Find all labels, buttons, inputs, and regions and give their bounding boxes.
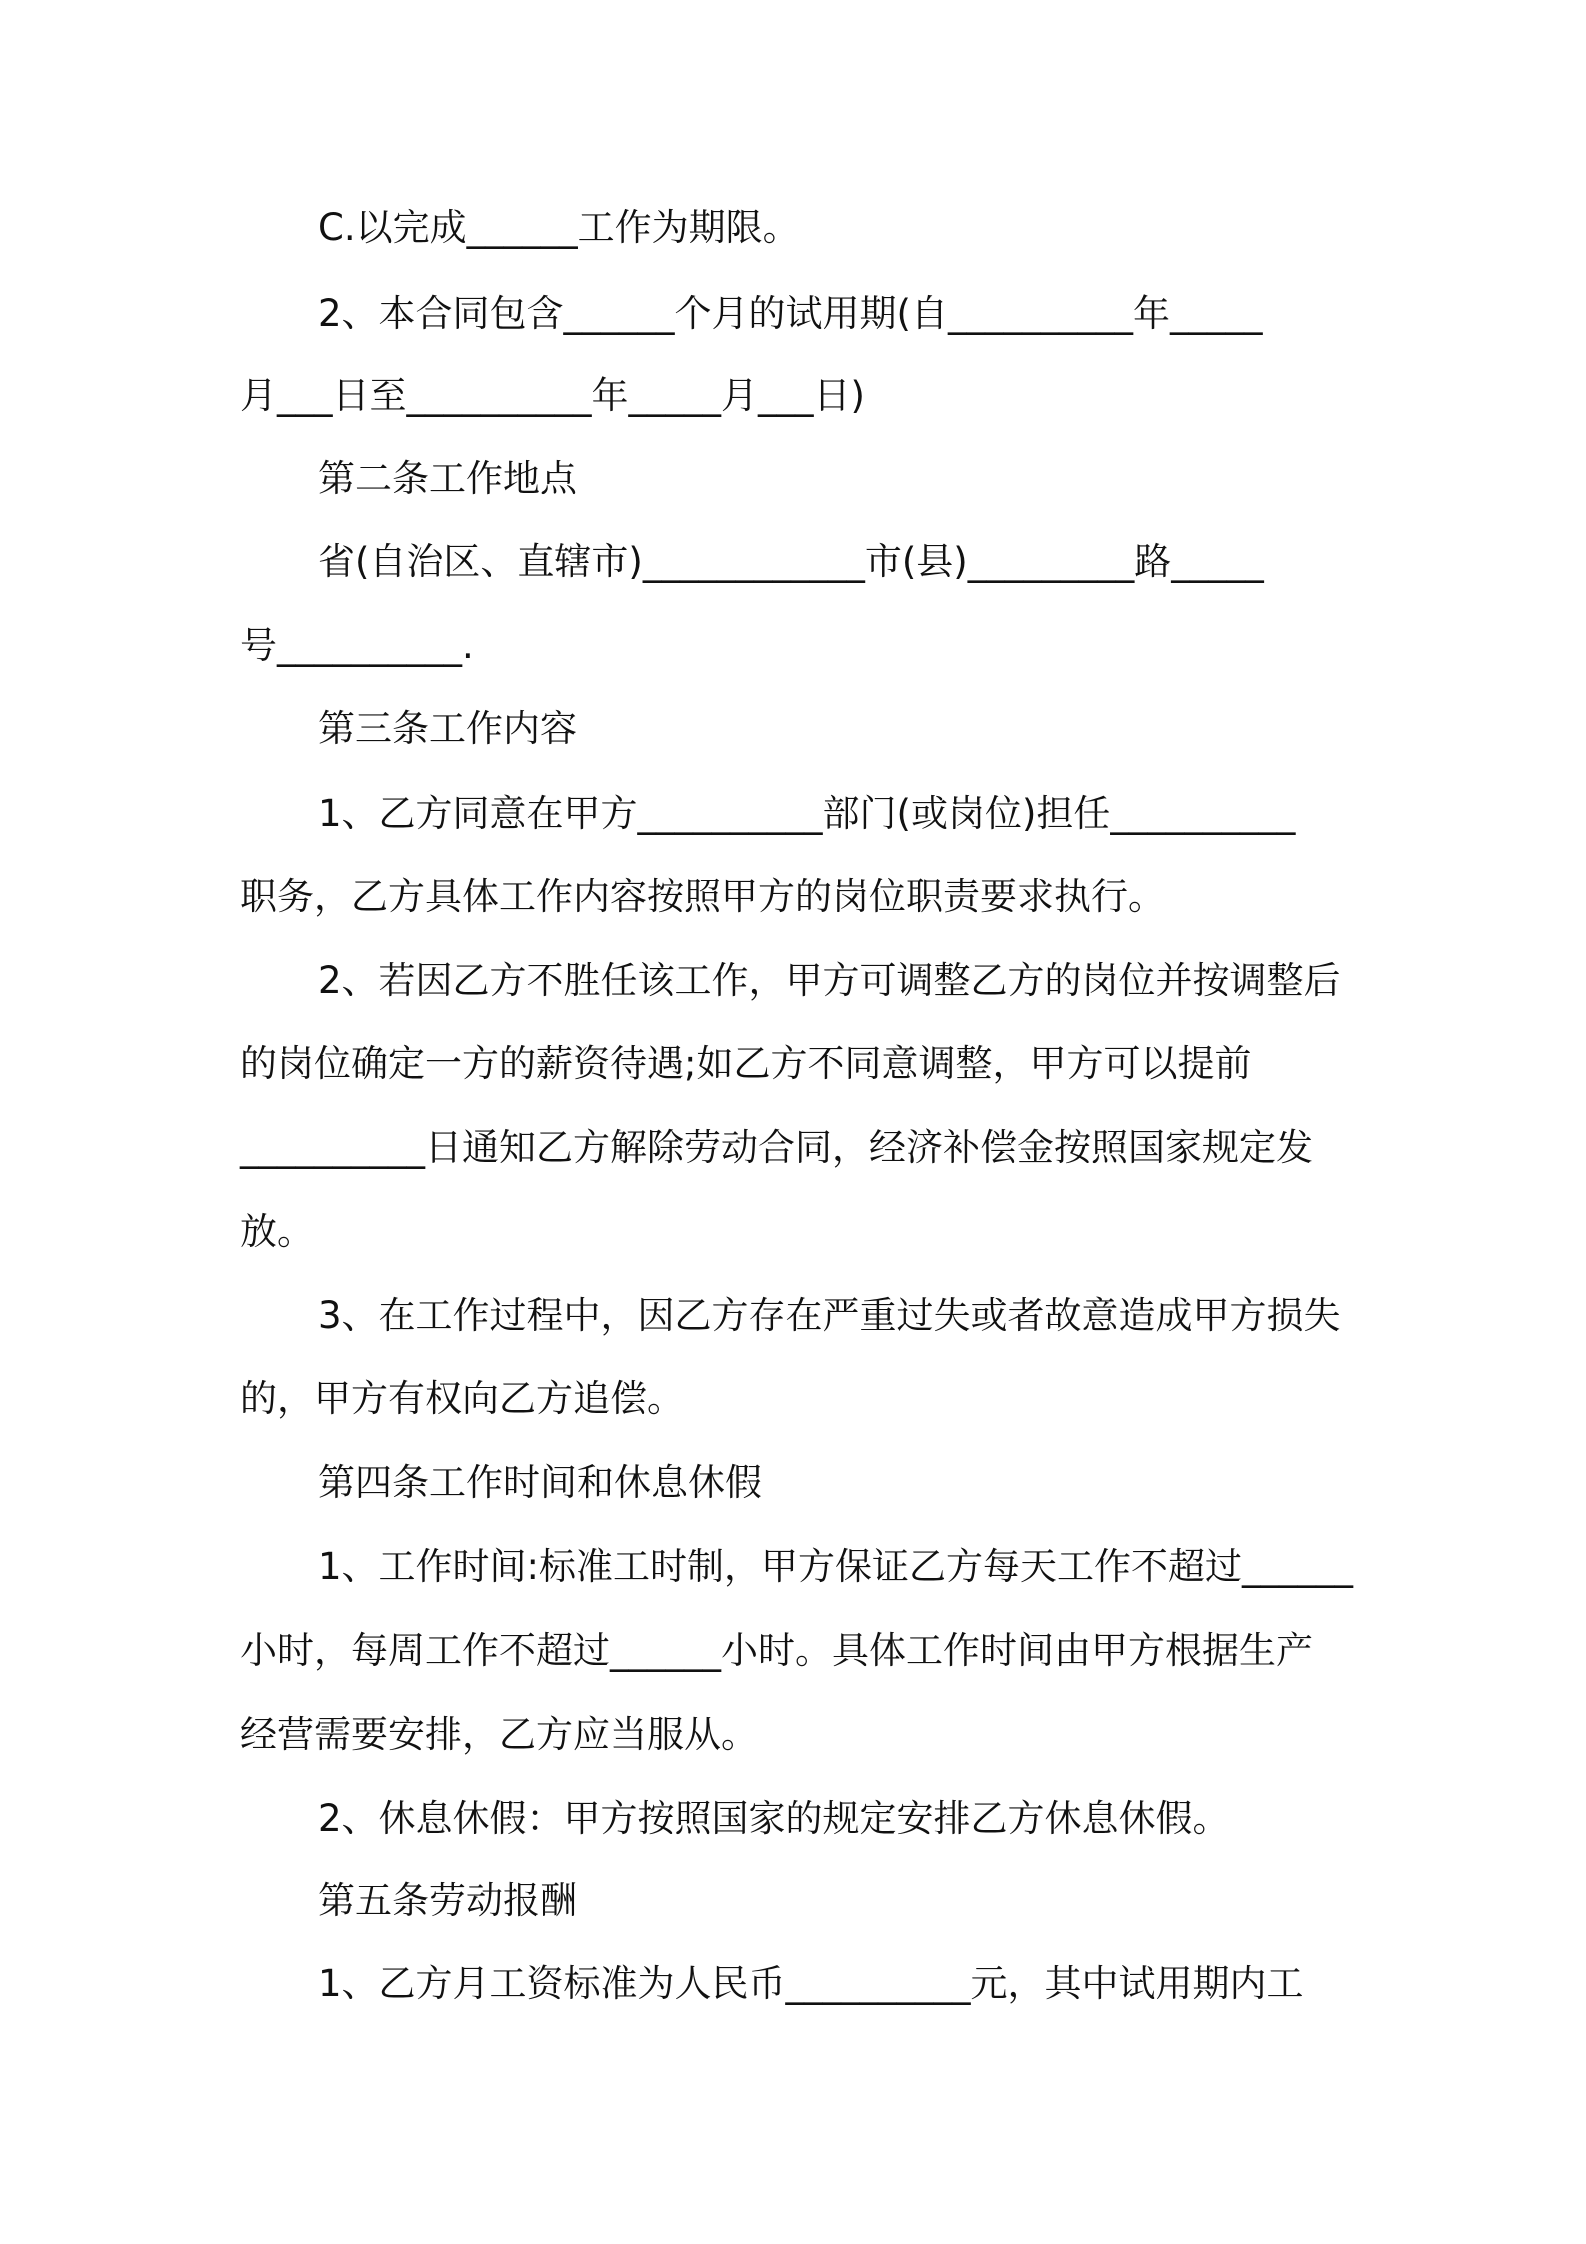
clause-line-14: 3、在工作过程中，因乙方存在严重过失或者故意造成甲方损失 [318,1294,1341,1337]
clause-line-22: 1、乙方月工资标准为人民币__________元，其中试用期内工 [318,1962,1304,2005]
section-heading-work-location: 第二条工作地点 [318,457,577,500]
clause-line-19: 经营需要安排，乙方应当服从。 [240,1713,758,1756]
section-heading-remuneration: 第五条劳动报酬 [318,1879,577,1922]
clause-line-5: 省(自治区、直辖市)____________市(县)_________路_____ [318,540,1264,583]
clause-line-3: 月___日至__________年_____月___日) [240,374,865,417]
clause-line-12: __________日通知乙方解除劳动合同，经济补偿金按照国家规定发 [240,1126,1313,1169]
clause-line-17: 1、工作时间:标准工时制，甲方保证乙方每天工作不超过______ [318,1545,1354,1588]
section-heading-work-hours: 第四条工作时间和休息休假 [318,1461,762,1504]
clause-line-18: 小时，每周工作不超过______小时。具体工作时间由甲方根据生产 [240,1629,1313,1672]
clause-line-11: 的岗位确定一方的薪资待遇;如乙方不同意调整，甲方可以提前 [240,1042,1252,1085]
clause-line-9: 职务，乙方具体工作内容按照甲方的岗位职责要求执行。 [240,875,1165,918]
section-heading-work-content: 第三条工作内容 [318,707,577,750]
clause-line-10: 2、若因乙方不胜任该工作，甲方可调整乙方的岗位并按调整后 [318,959,1341,1002]
clause-line-8: 1、乙方同意在甲方__________部门(或岗位)担任__________ [318,792,1296,835]
clause-line-2: 2、本合同包含______个月的试用期(自__________年_____ [318,292,1263,335]
clause-line-20: 2、休息休假：甲方按照国家的规定安排乙方休息休假。 [318,1797,1230,1840]
clause-line-13: 放。 [240,1210,314,1253]
clause-line-6: 号__________. [240,624,474,667]
clause-line-15: 的，甲方有权向乙方追偿。 [240,1377,684,1420]
clause-line-1: C.以完成______工作为期限。 [318,206,800,249]
